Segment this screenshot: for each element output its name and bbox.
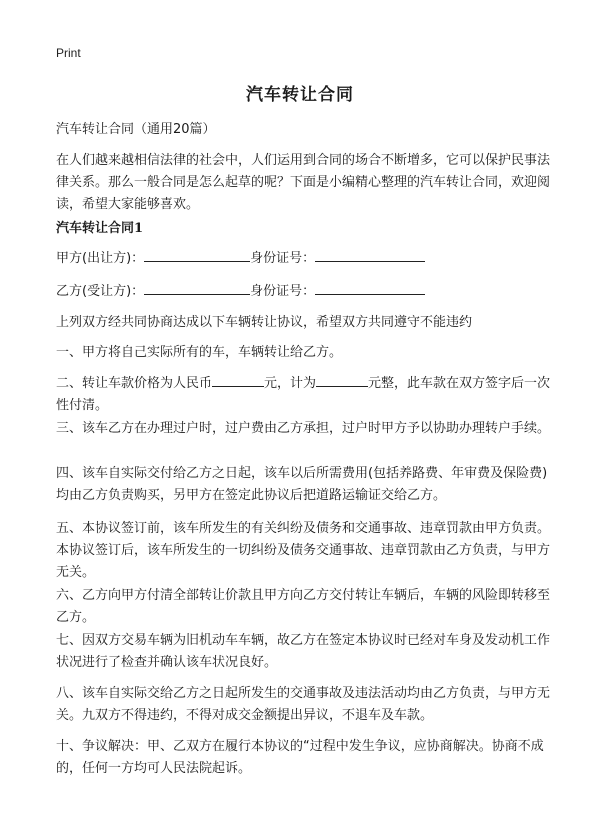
intro-paragraph: 在人们越来越相信法律的社会中，人们运用到合同的场合不断增多，它可以保护民事法律关系。那么一般合同是怎么起草的呢？下面是小编精心整理的汽车转让合同，欢迎阅读，希望大家能够喜欢。 <box>56 153 551 212</box>
clause-2-part-b: 元，计为 <box>264 376 317 391</box>
party-b-name-blank <box>144 280 250 295</box>
print-link[interactable]: Print <box>56 46 81 60</box>
party-a-row <box>56 247 425 270</box>
clause-10: 十、争议解决：甲、乙双方在履行本协议的“过程中发生争议，应协商解决。协商不成的，任何一方均可人民法院起诉。 <box>56 739 544 776</box>
party-b-row <box>56 280 425 303</box>
clause-1: 一、甲方将自己实际所有的车，车辆转让给乙方。 <box>56 345 343 360</box>
party-b-label: 乙方(受让方)： <box>56 284 145 299</box>
party-a-id-blank <box>315 247 425 262</box>
clause-2 <box>56 372 556 417</box>
clause-6: 六、乙方向甲方付清全部转让价款且甲方向乙方交付转让车辆后，车辆的风险即转移至乙方。 <box>56 588 551 625</box>
section-title: 汽车转让合同1 <box>56 221 144 236</box>
clause-4: 四、该车自实际交付给乙方之日起，该车以后所需费用(包括养路费、年审费及保险费)均由乙方负责购买，另甲方在签定此协议后把道路运输证交给乙方。 <box>56 466 548 503</box>
clause-2-part-a: 二、转让车款价格为人民币 <box>56 376 213 391</box>
clause-8: 八、该车自实际交给乙方之日起所发生的交通事故及违法活动均由乙方负责，与甲方无关。九双方不得违约，不得对成交金额提出异议，不退车及车款。 <box>56 686 551 723</box>
party-b-id-label: 身份证号： <box>250 284 316 299</box>
price-blank <box>212 372 264 387</box>
party-a-label: 甲方(出让方)： <box>56 251 145 266</box>
clause-7: 七、因双方交易车辆为旧机动车车辆，故乙方在签定本协议时已经对车身及发动机工作状况进行了检查并确认该车状况良好。 <box>56 633 551 670</box>
clause-3: 三、该车乙方在办理过户时，过户费由乙方承担，过户时甲方予以协助办理转户手续。 <box>56 421 551 436</box>
document-title: 汽车转让合同 <box>246 85 354 105</box>
document-subtitle: 汽车转让合同（通用20篇） <box>56 122 216 137</box>
party-b-id-blank <box>315 280 425 295</box>
clause-5: 五、本协议签订前，该车所发生的有关纠纷及债务和交通事故、违章罚款由甲方负责。本协议签订后，该车所发生的一切纠纷及债务交通事故、违章罚款由乙方负责，与甲方无关。 <box>56 521 551 580</box>
preamble-paragraph: 上列双方经共同协商达成以下车辆转让协议，希望双方共同遵守不能违约 <box>56 315 473 330</box>
party-a-name-blank <box>144 247 250 262</box>
clause-2-part-c: 元整，此车款在双方签字后一次性付清。 <box>56 376 551 413</box>
party-a-id-label: 身份证号： <box>250 251 316 266</box>
price-words-blank <box>316 372 368 387</box>
